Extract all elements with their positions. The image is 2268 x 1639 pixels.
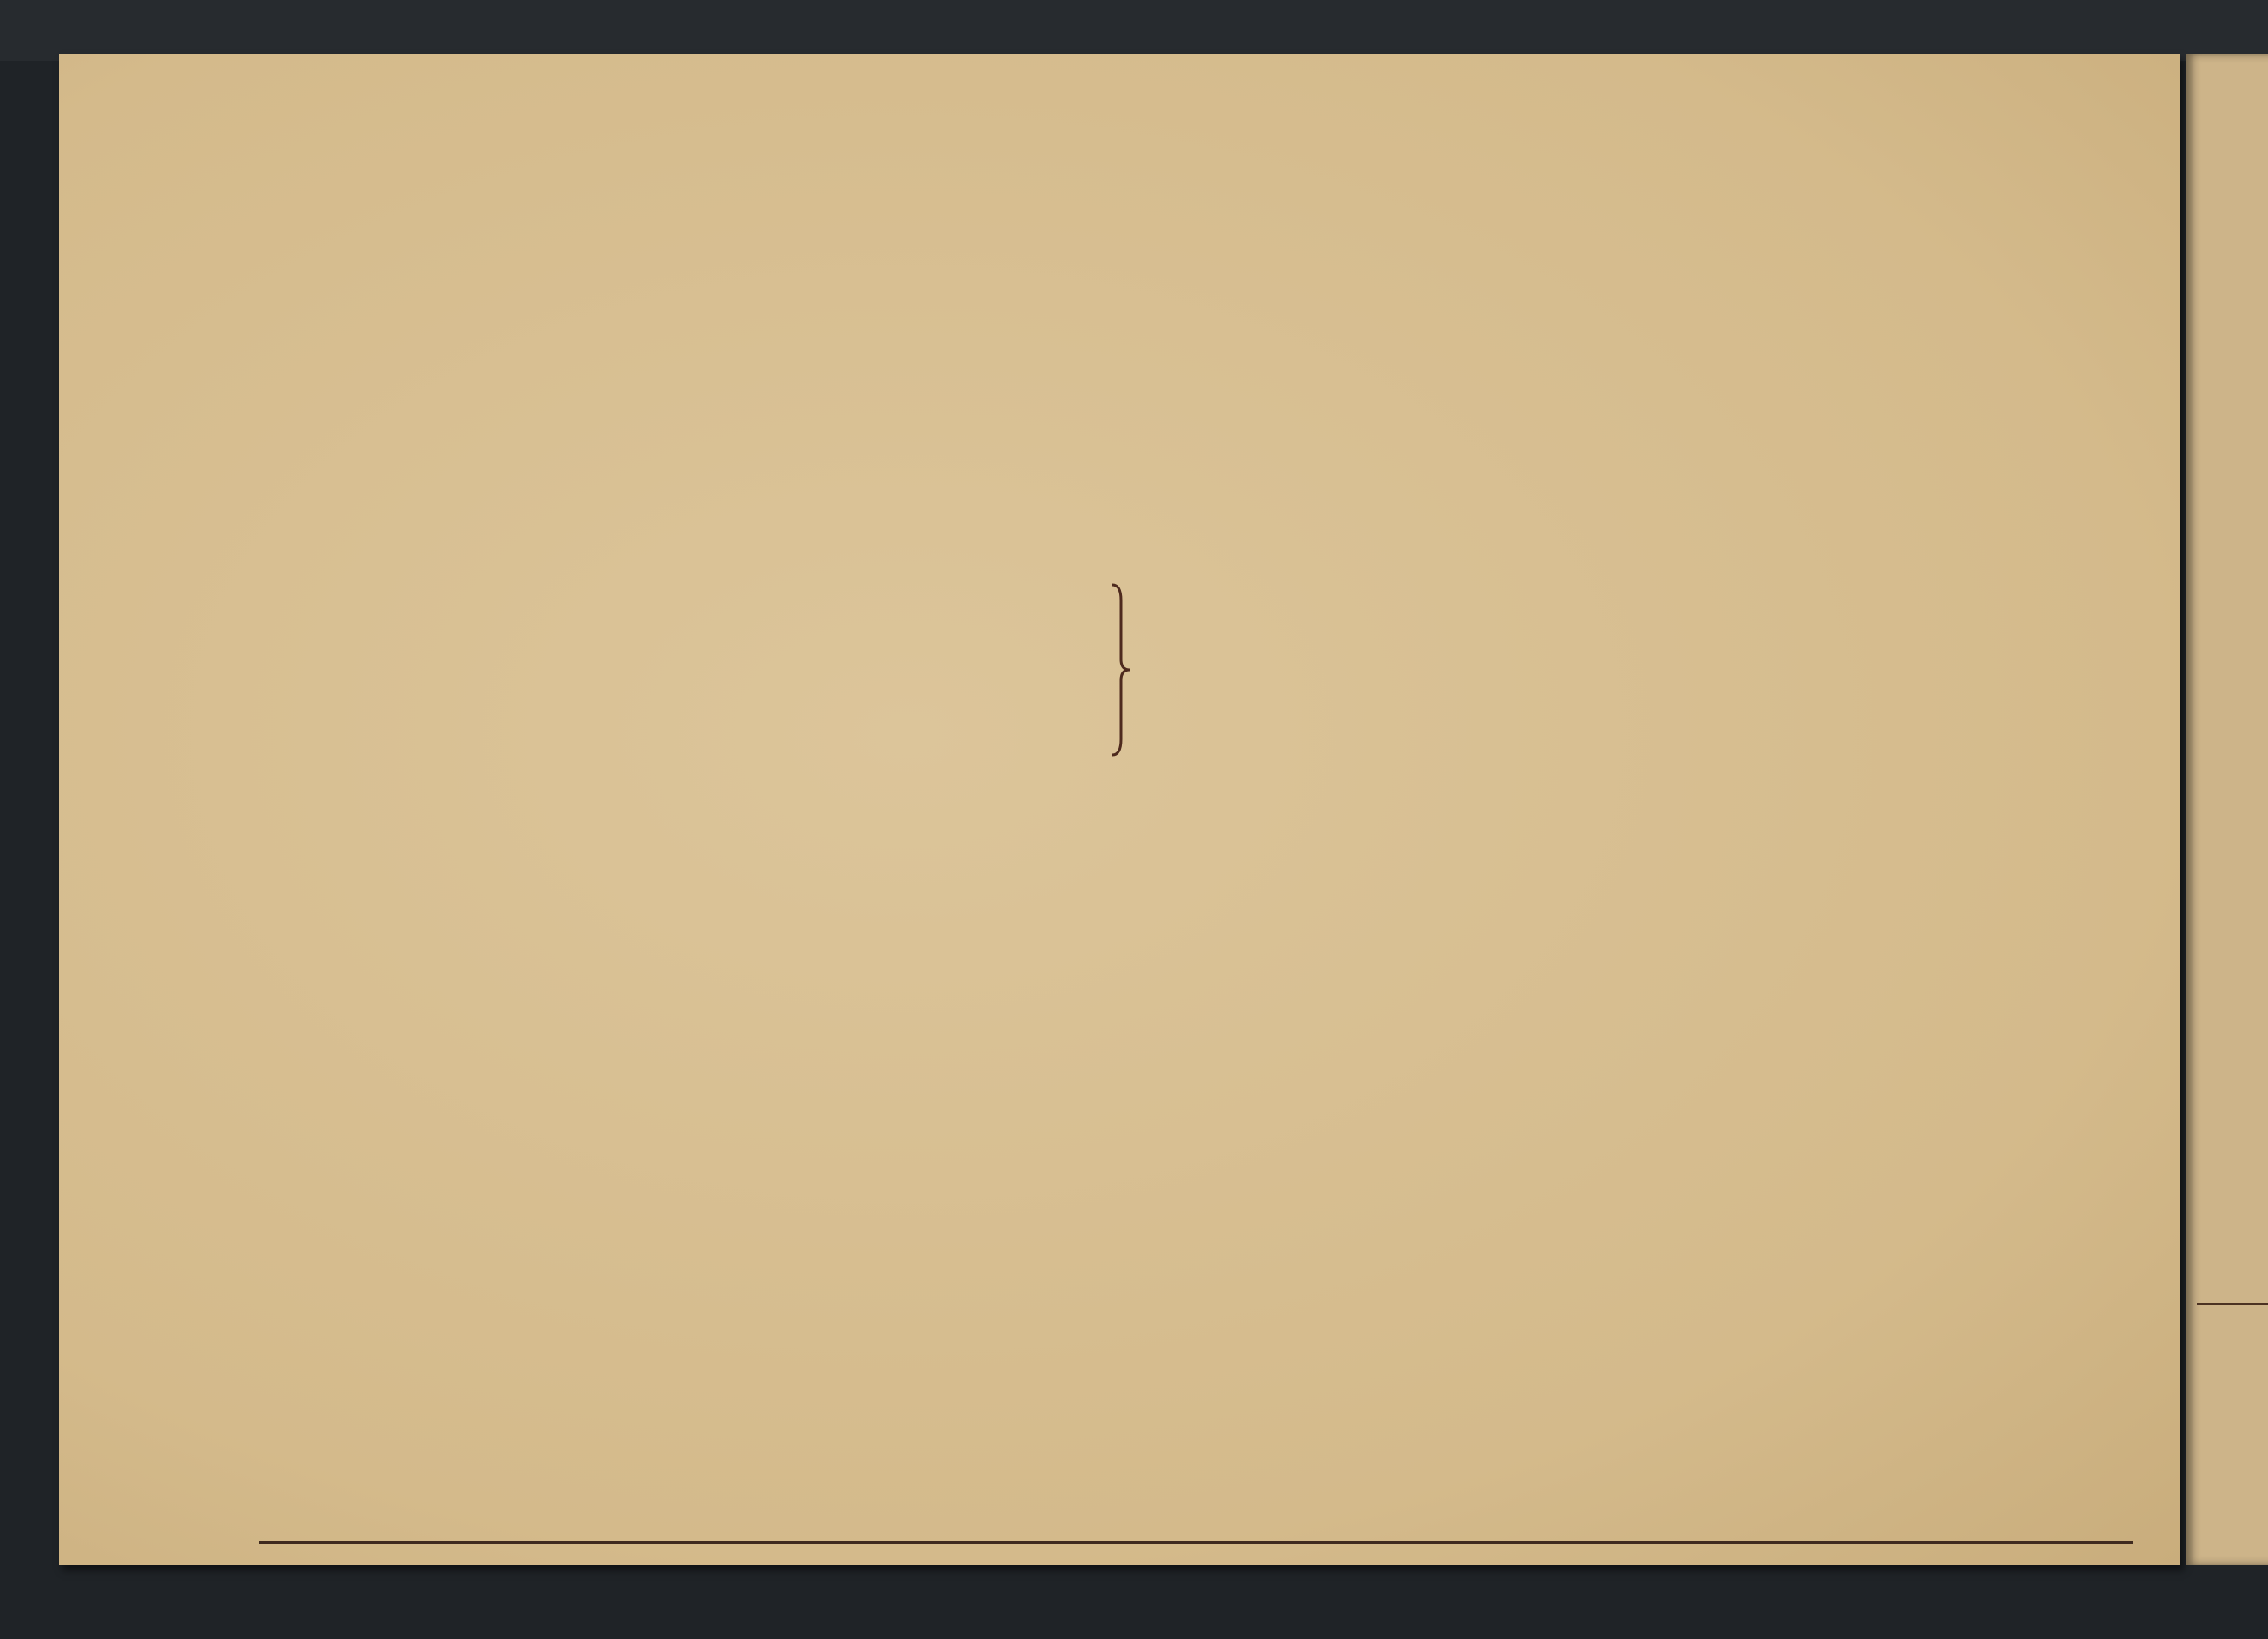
officers-group xyxy=(441,576,2011,765)
backdrop xyxy=(0,0,2268,61)
footer-rule xyxy=(259,1541,2133,1544)
cast-list xyxy=(441,576,2011,765)
next-page-rule xyxy=(2197,1303,2268,1305)
brace-icon xyxy=(1111,583,1131,757)
next-page-edge xyxy=(2186,54,2268,1565)
program-page xyxy=(59,54,2180,1565)
